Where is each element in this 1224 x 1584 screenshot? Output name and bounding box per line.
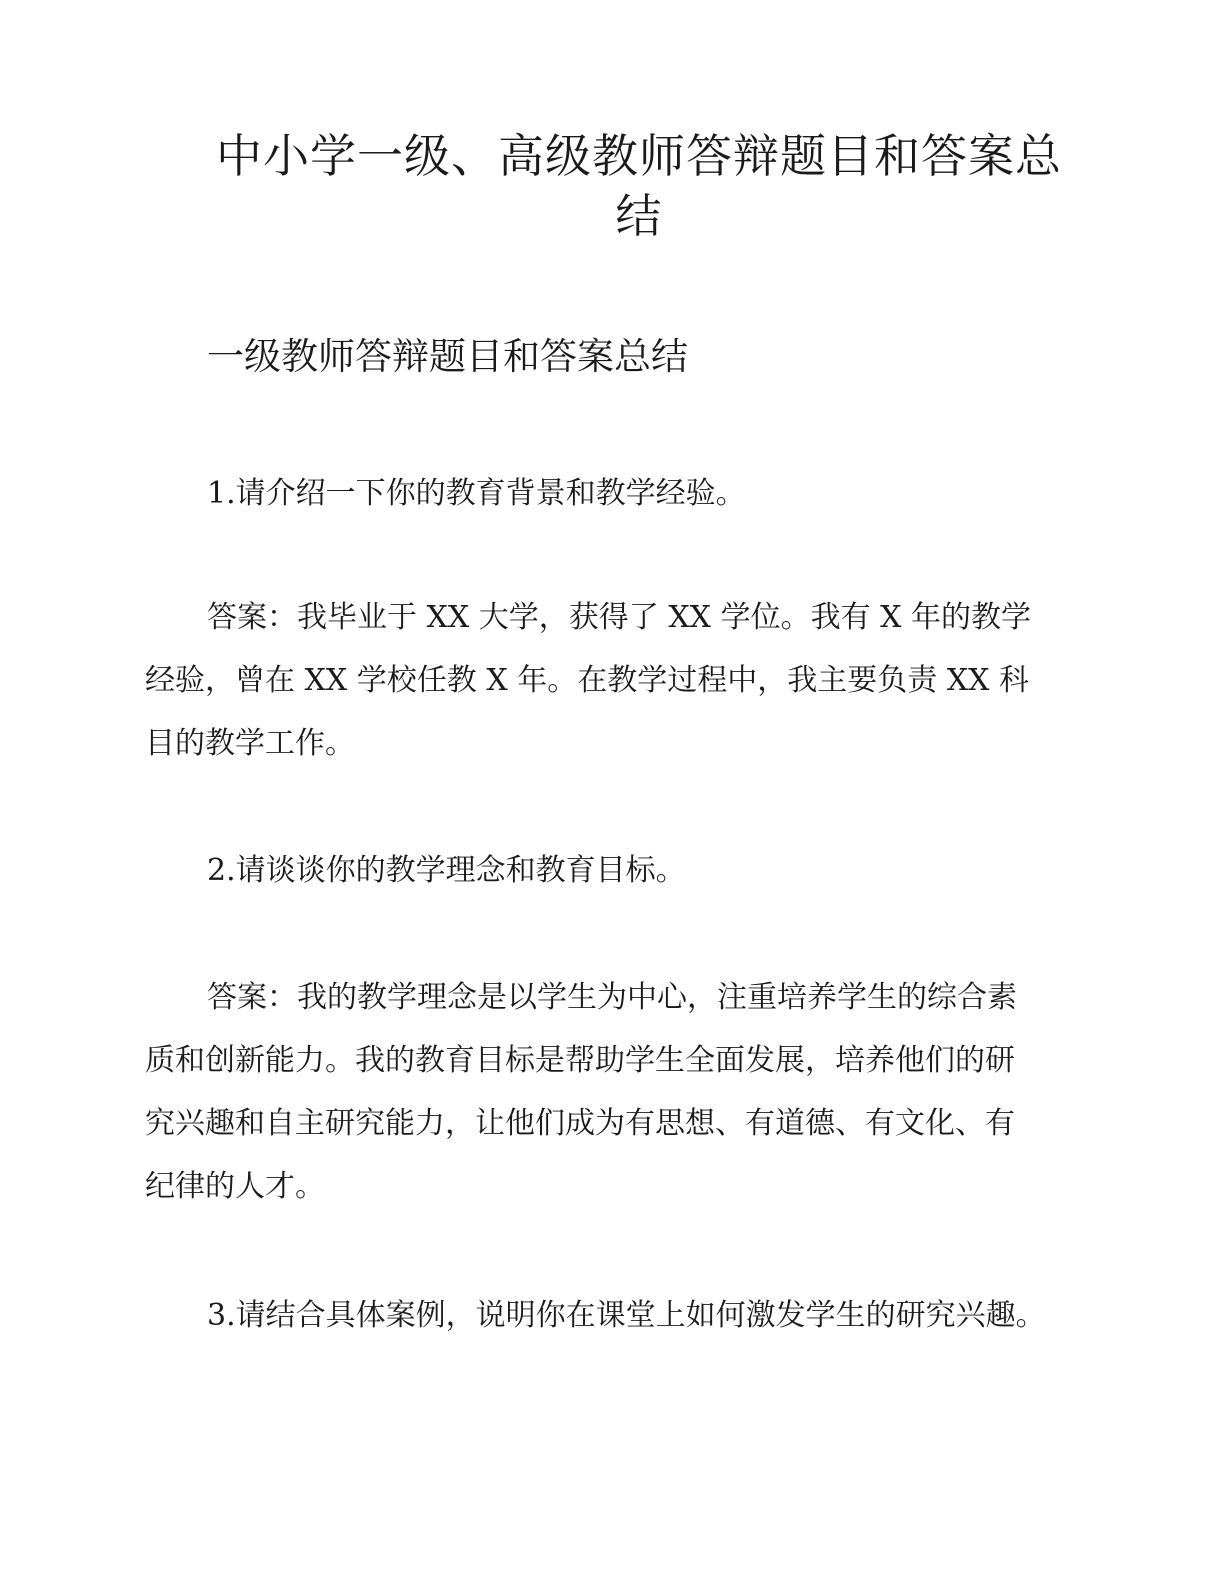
question-3: 3.请结合具体案例，说明你在课堂上如何激发学生的研究兴趣。 (207, 1298, 1046, 1333)
answer-1-line-2: 经验，曾在 XX 学校任教 X 年。在教学过程中，我主要负责 XX 科 (145, 663, 1030, 698)
section-heading: 一级教师答辩题目和答案总结 (207, 335, 688, 378)
answer-2-line-2: 质和创新能力。我的教育目标是帮助学生全面发展，培养他们的研 (145, 1043, 1015, 1078)
title-line-1: 中小学一级、高级教师答辩题目和答案总 (216, 129, 1062, 183)
answer-1-line-1: 答案：我毕业于 XX 大学，获得了 XX 学位。我有 X 年的教学 (207, 600, 1032, 635)
answer-1 (145, 586, 1060, 775)
title-line-2: 结 (615, 189, 663, 243)
answer-2-line-4: 纪律的人才。 (145, 1169, 325, 1204)
answer-2-line-1: 答案：我的教学理念是以学生为中心，注重培养学生的综合素 (207, 980, 1017, 1015)
answer-2 (145, 966, 1060, 1218)
document-title (150, 126, 1128, 246)
answer-2-line-3: 究兴趣和自主研究能力，让他们成为有思想、有道德、有文化、有 (145, 1106, 1015, 1141)
question-2: 2.请谈谈你的教学理念和教育目标。 (207, 853, 686, 888)
answer-1-line-3: 目的教学工作。 (145, 726, 355, 761)
question-1: 1.请介绍一下你的教育背景和教学经验。 (207, 476, 746, 511)
